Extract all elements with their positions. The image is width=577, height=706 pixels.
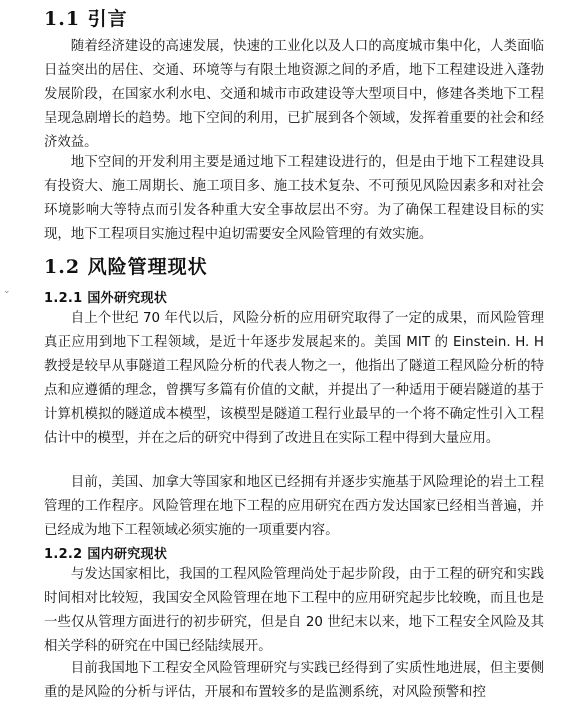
section-heading-intro: 1.1 引言 <box>44 8 128 30</box>
collapse-marker-icon[interactable]: ⌄ <box>3 286 11 296</box>
paragraph: 与发达国家相比，我国的工程风险管理尚处于起步阶段，由于工程的研究和实践时间相对比较短，我国安全风险管理在地下工程中的应用研究起步比较晚，而且也是一些仅从管理方面进行的初步研究，但是自 20 世纪末以来，地下工程安全风险及其相关学科的研究在中国已经陆续展开。 <box>44 567 544 654</box>
paragraph: 随着经济建设的高速发展，快速的工业化以及人口的高度城市集中化，人类面临日益突出的居住、交通、环境等与有限土地资源之间的矛盾，地下工程建设进入蓬勃发展阶段，在国家水利水电、交通和城市市政建设等大型项目中，修建各类地下工程呈现急剧增长的趋势。地下空间的利用，已扩展到各个领域，发挥着重要的社会和经济效益。 <box>44 39 544 150</box>
paragraph: 自上个世纪 70 年代以后，风险分析的应用研究取得了一定的成果，而风险管理真正应用到地下工程领域，是近十年逐步发展起来的。美国 MIT 的 Einstein. H. H 教授是较早从事隧道工程风险分析的代表人物之一，他指出了隧道工程风险分析的特点和应遵循的理念，曾撰写多篇有价值的文献，并提出了一种适用于硬岩隧道的基于计算机模拟的隧道成本模型，该模型是隧道工程行业最早的一个将不确定性引入工程估计中的模型，并在之后的研究中得到了改进且在实际工程中得到大量应用。 <box>44 311 544 446</box>
subsection-heading-foreign: 1.2.1 国外研究现状 <box>44 291 168 306</box>
section-heading-risk-management: 1.2 风险管理现状 <box>44 256 208 278</box>
paragraph: 目前，美国、加拿大等国家和地区已经拥有并逐步实施基于风险理论的岩土工程管理的工作程序。风险管理在地下工程的应用研究在西方发达国家已经相当普遍，并已经成为地下工程领域必须实施的一项重要内容。 <box>44 475 544 538</box>
paragraph: 目前我国地下工程安全风险管理研究与实践已经得到了实质性地进展，但主要侧重的是风险的分析与评估，开展和布置较多的是监测系统，对风险预警和控 <box>44 661 544 700</box>
paragraph: 地下空间的开发利用主要是通过地下工程建设进行的，但是由于地下工程建设具有投资大、施工周期长、施工项目多、施工技术复杂、不可预见风险因素多和对社会环境影响大等特点而引发各种重大安全事故层出不穷。为了确保工程建设目标的实现，地下工程项目实施过程中迫切需要安全风险管理的有效实施。 <box>44 155 544 242</box>
subsection-heading-domestic: 1.2.2 国内研究现状 <box>44 547 168 562</box>
